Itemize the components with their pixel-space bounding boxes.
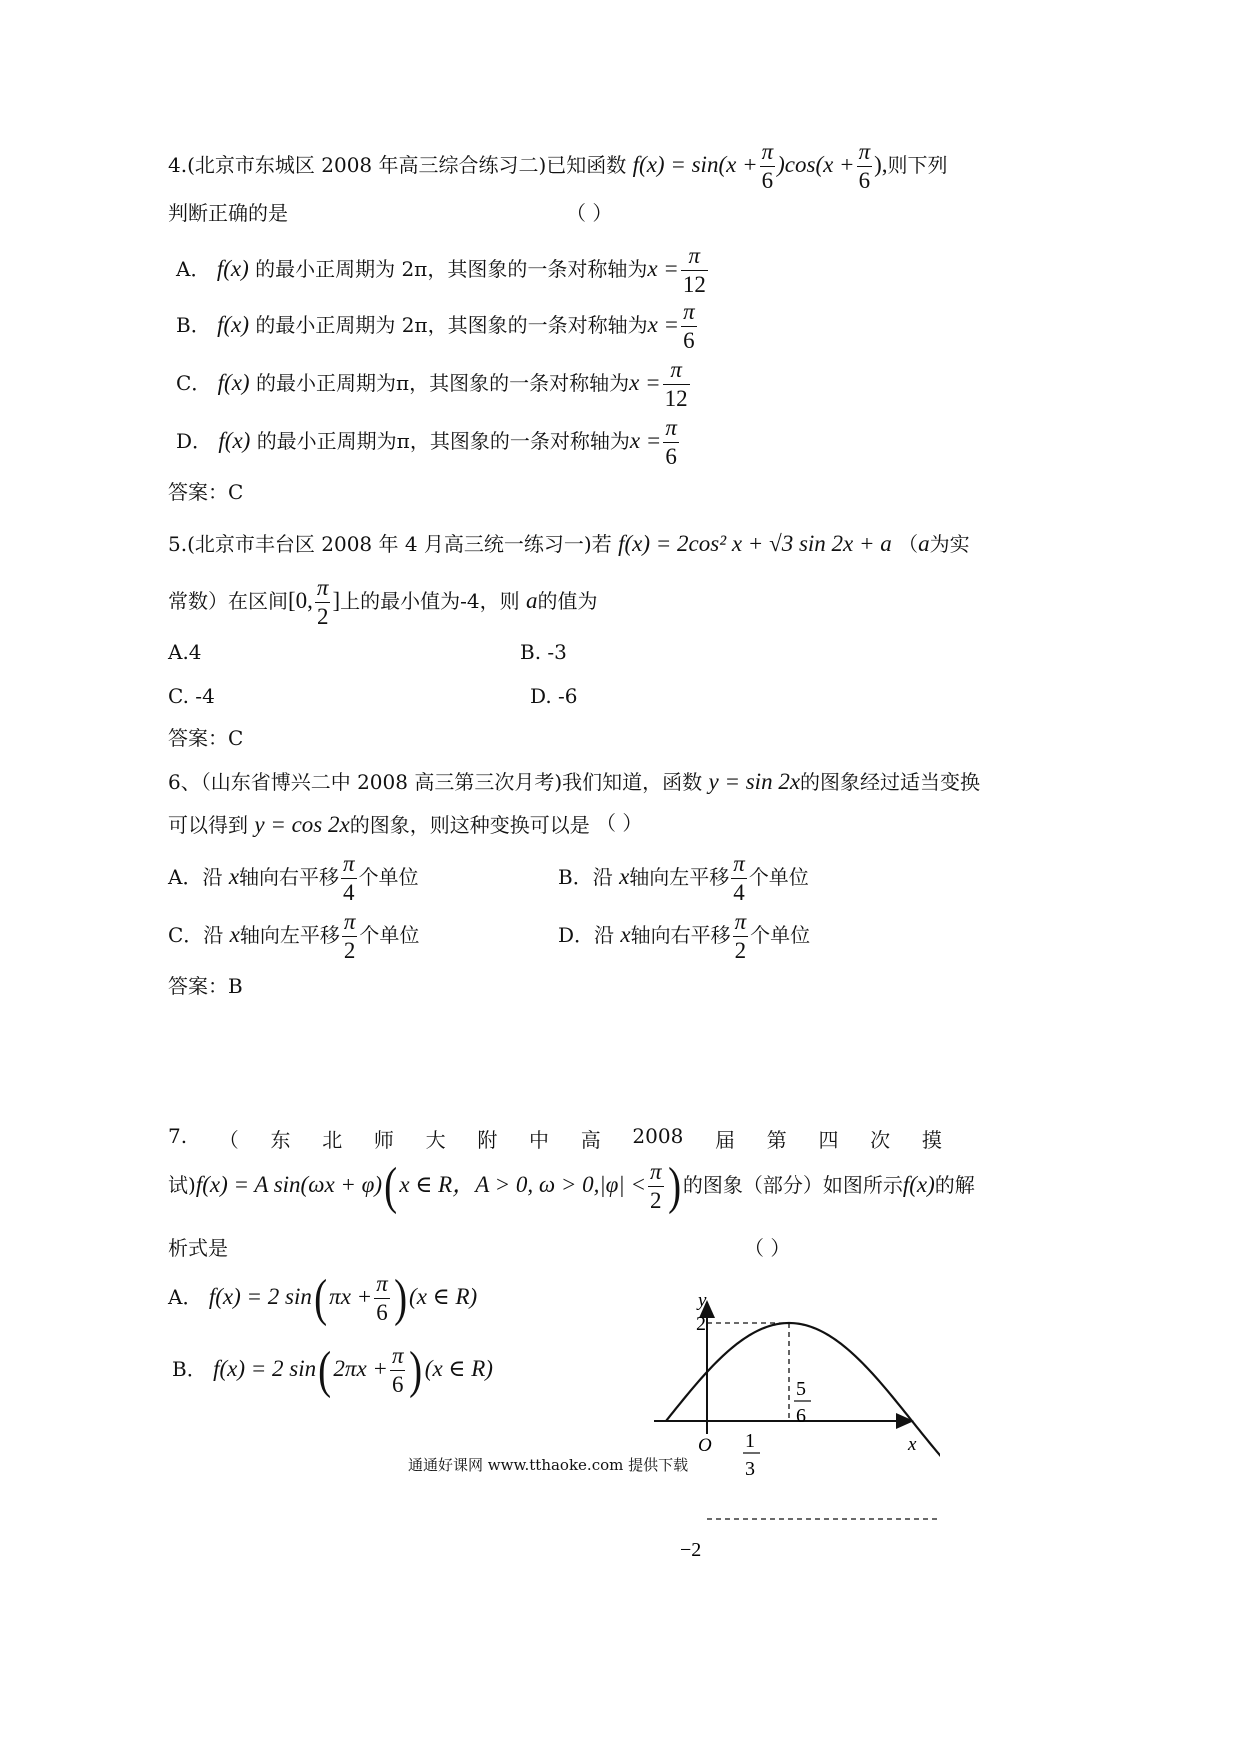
q7-line3: 析式是: [168, 1236, 228, 1260]
q6-option-a-unit: 个单位: [358, 865, 419, 890]
q6-option-a-num: π: [341, 852, 357, 879]
q6-option-b-label: B．沿: [558, 865, 613, 890]
q6-answer: 答案：B: [168, 974, 243, 998]
q4-option-c-frac: [663, 358, 690, 411]
q7-option-b-inner: 2πx +: [333, 1356, 388, 1382]
q6-prefix: 6、（山东省博兴二中 2008 高三第三次月考)我们知道，函数: [168, 770, 703, 794]
q6-option-a-frac: [341, 852, 357, 905]
q4-formula-mid: )cos(x +: [777, 152, 855, 178]
footer: 通通好课网 www.tthaoke.com 提供下载: [408, 1456, 689, 1474]
q7-cond-close: ): [667, 1157, 681, 1215]
q6-answer-paren: （ ）: [596, 811, 643, 835]
q7-option-b-tail: (x ∈ R): [424, 1356, 493, 1382]
q6-option-a-text: 轴向右平移: [239, 865, 340, 890]
q4-suffix: 则下列: [887, 153, 948, 178]
q6-f2: y = cos 2x: [254, 812, 350, 837]
q5-option-a: A.4: [168, 640, 202, 664]
y-axis-label: y: [698, 1290, 707, 1311]
q6-line2-b: 的图象，则这种变换可以是: [349, 813, 590, 837]
q4-option-b-den: 6: [683, 328, 695, 354]
q7-option-b-close: ): [409, 1341, 423, 1399]
q5-suffix: 为实: [929, 532, 970, 556]
q4-option-c-label: C．: [176, 371, 212, 396]
q7-line1: [168, 1124, 942, 1153]
q7-cond: x ∈ R，A > 0, ω > 0,|φ| <: [399, 1172, 646, 1198]
q4-option-b: [176, 300, 699, 353]
q4-option-a-frac: [681, 244, 708, 297]
q6-option-d-frac: [733, 910, 749, 963]
q7-option-b-num: π: [390, 1344, 406, 1371]
q7-formula: f(x) = A sin(ωx + φ): [195, 1172, 383, 1198]
q6-option-d-label: D．沿: [558, 923, 615, 948]
q7-line1-w7: 中: [529, 1128, 550, 1152]
q7-line1-w14: 摸: [921, 1128, 942, 1152]
q4-option-b-fx: f(x): [217, 312, 249, 338]
q7-frac: [648, 1160, 664, 1213]
q5-line2: [168, 576, 597, 629]
q5-suffix-a: a: [918, 531, 930, 556]
q7-answer-paren: （ ）: [744, 1236, 791, 1260]
q4-option-d-text: 的最小正周期为π，其图象的一条对称轴为: [256, 429, 630, 454]
q7-option-a-frac: [374, 1272, 390, 1325]
y-min-label: −2: [680, 1539, 702, 1561]
q7-option-b-lhs: f(x) = 2 sin: [213, 1356, 317, 1382]
q4-formula-end: ),: [874, 152, 888, 178]
q7-option-a-num: π: [374, 1272, 390, 1299]
q7-line2-b: 的图象（部分）如图所示: [682, 1173, 903, 1198]
q4-option-c-fx: f(x): [217, 370, 250, 396]
y-max-label: 2: [696, 1313, 706, 1335]
q6-option-c-text: 轴向左平移: [239, 923, 340, 948]
q7-line1-w11: 第: [766, 1128, 787, 1152]
q4-option-a: [176, 244, 710, 297]
q6-line2-a: 可以得到: [168, 813, 248, 837]
q6-option-c-unit: 个单位: [359, 923, 420, 948]
q6-option-c-num: π: [342, 910, 358, 937]
q5-prefix: 5.(北京市丰台区 2008 年 4 月高三统一练习一)若: [168, 532, 612, 556]
q6-f1: y = sin 2x: [708, 769, 801, 794]
q4-option-b-label: B．: [176, 313, 211, 338]
q6-option-d-num: π: [733, 910, 749, 937]
q5-interval-close: ]: [332, 588, 341, 614]
q5-line1: [168, 532, 970, 555]
q5-line2-c: a: [525, 588, 538, 614]
q7-option-b: [172, 1341, 493, 1399]
q6-option-d-unit: 个单位: [750, 923, 811, 948]
sine-graph: [640, 1282, 940, 1582]
q4-option-a-label: A．: [176, 257, 211, 282]
q6-option-a: [168, 852, 419, 905]
q6-option-c-frac: [342, 910, 358, 963]
q7-line1-w6: 附: [477, 1128, 498, 1152]
q6-option-a-label: A．沿: [168, 865, 223, 890]
q4-option-d-frac: [663, 416, 679, 469]
q7-line1-w2: 东: [270, 1128, 291, 1152]
q6-line1: [168, 770, 980, 793]
q6-option-b: [558, 852, 809, 905]
q5-frac-num: π: [315, 576, 331, 603]
q5-frac-den: 2: [316, 604, 329, 630]
q4-line1: [168, 140, 948, 193]
q6-option-a-den: 4: [343, 880, 355, 906]
q7-line1-w12: 四: [818, 1128, 839, 1152]
q4-frac2-num: π: [857, 140, 873, 167]
q4-option-d-den: 6: [665, 444, 677, 470]
q7-line1-w13: 次: [870, 1128, 891, 1152]
q7-option-b-open: (: [318, 1341, 332, 1399]
q6-option-c: [168, 910, 419, 963]
q4-option-b-frac: [681, 300, 697, 353]
q4-answer-paren: （ ）: [566, 201, 613, 225]
q5-formula: f(x) = 2cos² x + √3 sin 2x + a: [618, 531, 892, 556]
q5-answer: 答案：C: [168, 726, 244, 750]
q7-option-a-tail: (x ∈ R): [409, 1284, 478, 1310]
q4-frac1-den: 6: [761, 168, 774, 194]
q7-line1-w10: 届: [715, 1128, 736, 1152]
q7-option-a: [168, 1269, 478, 1327]
q5-option-b: B. -3: [520, 640, 567, 664]
q5-paren-open: （: [898, 532, 919, 556]
q7-option-a-den: 6: [376, 1300, 388, 1326]
q7-line1-w1: （: [218, 1128, 239, 1152]
q4-option-a-text: 的最小正周期为 2π，其图象的一条对称轴为: [255, 257, 648, 282]
q4-option-a-xeq: x =: [647, 256, 679, 282]
q7-fx: f(x): [902, 1172, 935, 1198]
q6-option-b-text: 轴向左平移: [629, 865, 730, 890]
q7-line2-c: 的解: [934, 1173, 975, 1198]
q5-interval-open: [0,: [288, 588, 313, 614]
q6-option-d-axis: x: [620, 922, 631, 948]
q7-frac-den: 2: [650, 1188, 662, 1214]
q7-option-a-inner: πx +: [329, 1284, 373, 1310]
q7-frac-num: π: [648, 1160, 664, 1187]
q6-option-d-den: 2: [734, 938, 747, 964]
q6-option-b-frac: [731, 852, 747, 905]
q6-option-b-num: π: [731, 852, 747, 879]
q7-line1-w0: 7.: [168, 1124, 188, 1148]
q4-option-d-xeq: x =: [629, 428, 662, 454]
q5-frac: [315, 576, 331, 629]
q4-option-a-den: 12: [682, 272, 706, 298]
q4-formula-lhs: f(x) = sin(x +: [632, 152, 758, 178]
x2-numerator: 5: [796, 1378, 806, 1400]
q4-option-d-fx: f(x): [218, 428, 251, 454]
q7-line1-w5: 大: [425, 1128, 446, 1152]
q5-line2-a: 常数）在区间: [168, 589, 288, 614]
q6-option-d: [558, 910, 810, 963]
q4-option-c-xeq: x =: [629, 370, 661, 396]
q7-option-b-frac: [390, 1344, 406, 1397]
q6-option-c-label: C．沿: [168, 923, 224, 948]
q6-option-c-den: 2: [343, 938, 356, 964]
q7-line1-w4: 师: [373, 1128, 394, 1152]
x1-denominator: 3: [745, 1458, 755, 1480]
q6-option-a-axis: x: [228, 864, 240, 890]
q6-suffix: 的图象经过适当变换: [800, 770, 981, 794]
q4-line2-text: 判断正确的是: [168, 201, 288, 225]
q4-option-a-num: π: [681, 244, 708, 271]
q7-option-a-close: ): [393, 1269, 407, 1327]
q6-option-c-axis: x: [229, 922, 240, 948]
q4-frac1-num: π: [760, 140, 776, 167]
q4-prefix: 4.(北京市东城区 2008 年高三综合练习二)已知函数: [168, 153, 627, 178]
q6-option-b-unit: 个单位: [748, 865, 809, 890]
q4-frac2: [857, 140, 873, 193]
q4-option-c-text: 的最小正周期为π，其图象的一条对称轴为: [255, 371, 630, 396]
q4-option-b-xeq: x =: [647, 312, 680, 338]
q4-option-c-num: π: [663, 358, 690, 385]
x-axis-label: x: [908, 1434, 917, 1455]
q6-option-b-den: 4: [733, 880, 745, 906]
q5-line2-d: 的值为: [537, 589, 598, 614]
q7-line2: [168, 1157, 975, 1215]
q4-option-d-label: D．: [176, 429, 213, 454]
q4-answer: 答案：C: [168, 480, 244, 504]
q6-line2: [168, 813, 590, 836]
x2-denominator: 6: [796, 1405, 806, 1427]
q6-option-d-text: 轴向右平移: [630, 923, 731, 948]
q7-option-a-lhs: f(x) = 2 sin: [208, 1284, 312, 1310]
q5-line2-b: 上的最小值为-4，则: [340, 589, 520, 614]
q5-option-d: D. -6: [530, 684, 578, 708]
q4-option-d-num: π: [663, 416, 679, 443]
q7-option-a-open: (: [314, 1269, 328, 1327]
q4-option-b-num: π: [681, 300, 697, 327]
origin-label: O: [698, 1435, 712, 1456]
q4-option-d: [176, 416, 681, 469]
x1-numerator: 1: [745, 1430, 755, 1452]
q7-line1-w3: 北: [322, 1128, 343, 1152]
q5-option-c: C. -4: [168, 684, 215, 708]
q7-option-a-label: A．: [168, 1285, 203, 1310]
q7-option-b-den: 6: [391, 1372, 404, 1398]
q7-line1-w8: 高: [580, 1128, 601, 1152]
q4-option-b-text: 的最小正周期为 2π，其图象的一条对称轴为: [255, 313, 648, 338]
q7-line2-a: 试): [168, 1173, 196, 1198]
q4-option-a-fx: f(x): [216, 256, 249, 282]
q7-cond-open: (: [384, 1157, 398, 1215]
q7-option-b-label: B．: [172, 1357, 207, 1382]
q4-frac2-den: 6: [858, 168, 871, 194]
q7-line1-w9: 2008: [632, 1124, 684, 1148]
q4-option-c: [176, 358, 692, 411]
q6-option-b-axis: x: [619, 864, 630, 890]
q4-option-c-den: 12: [664, 386, 688, 412]
q4-line2: [168, 203, 288, 223]
q4-frac1: [760, 140, 776, 193]
